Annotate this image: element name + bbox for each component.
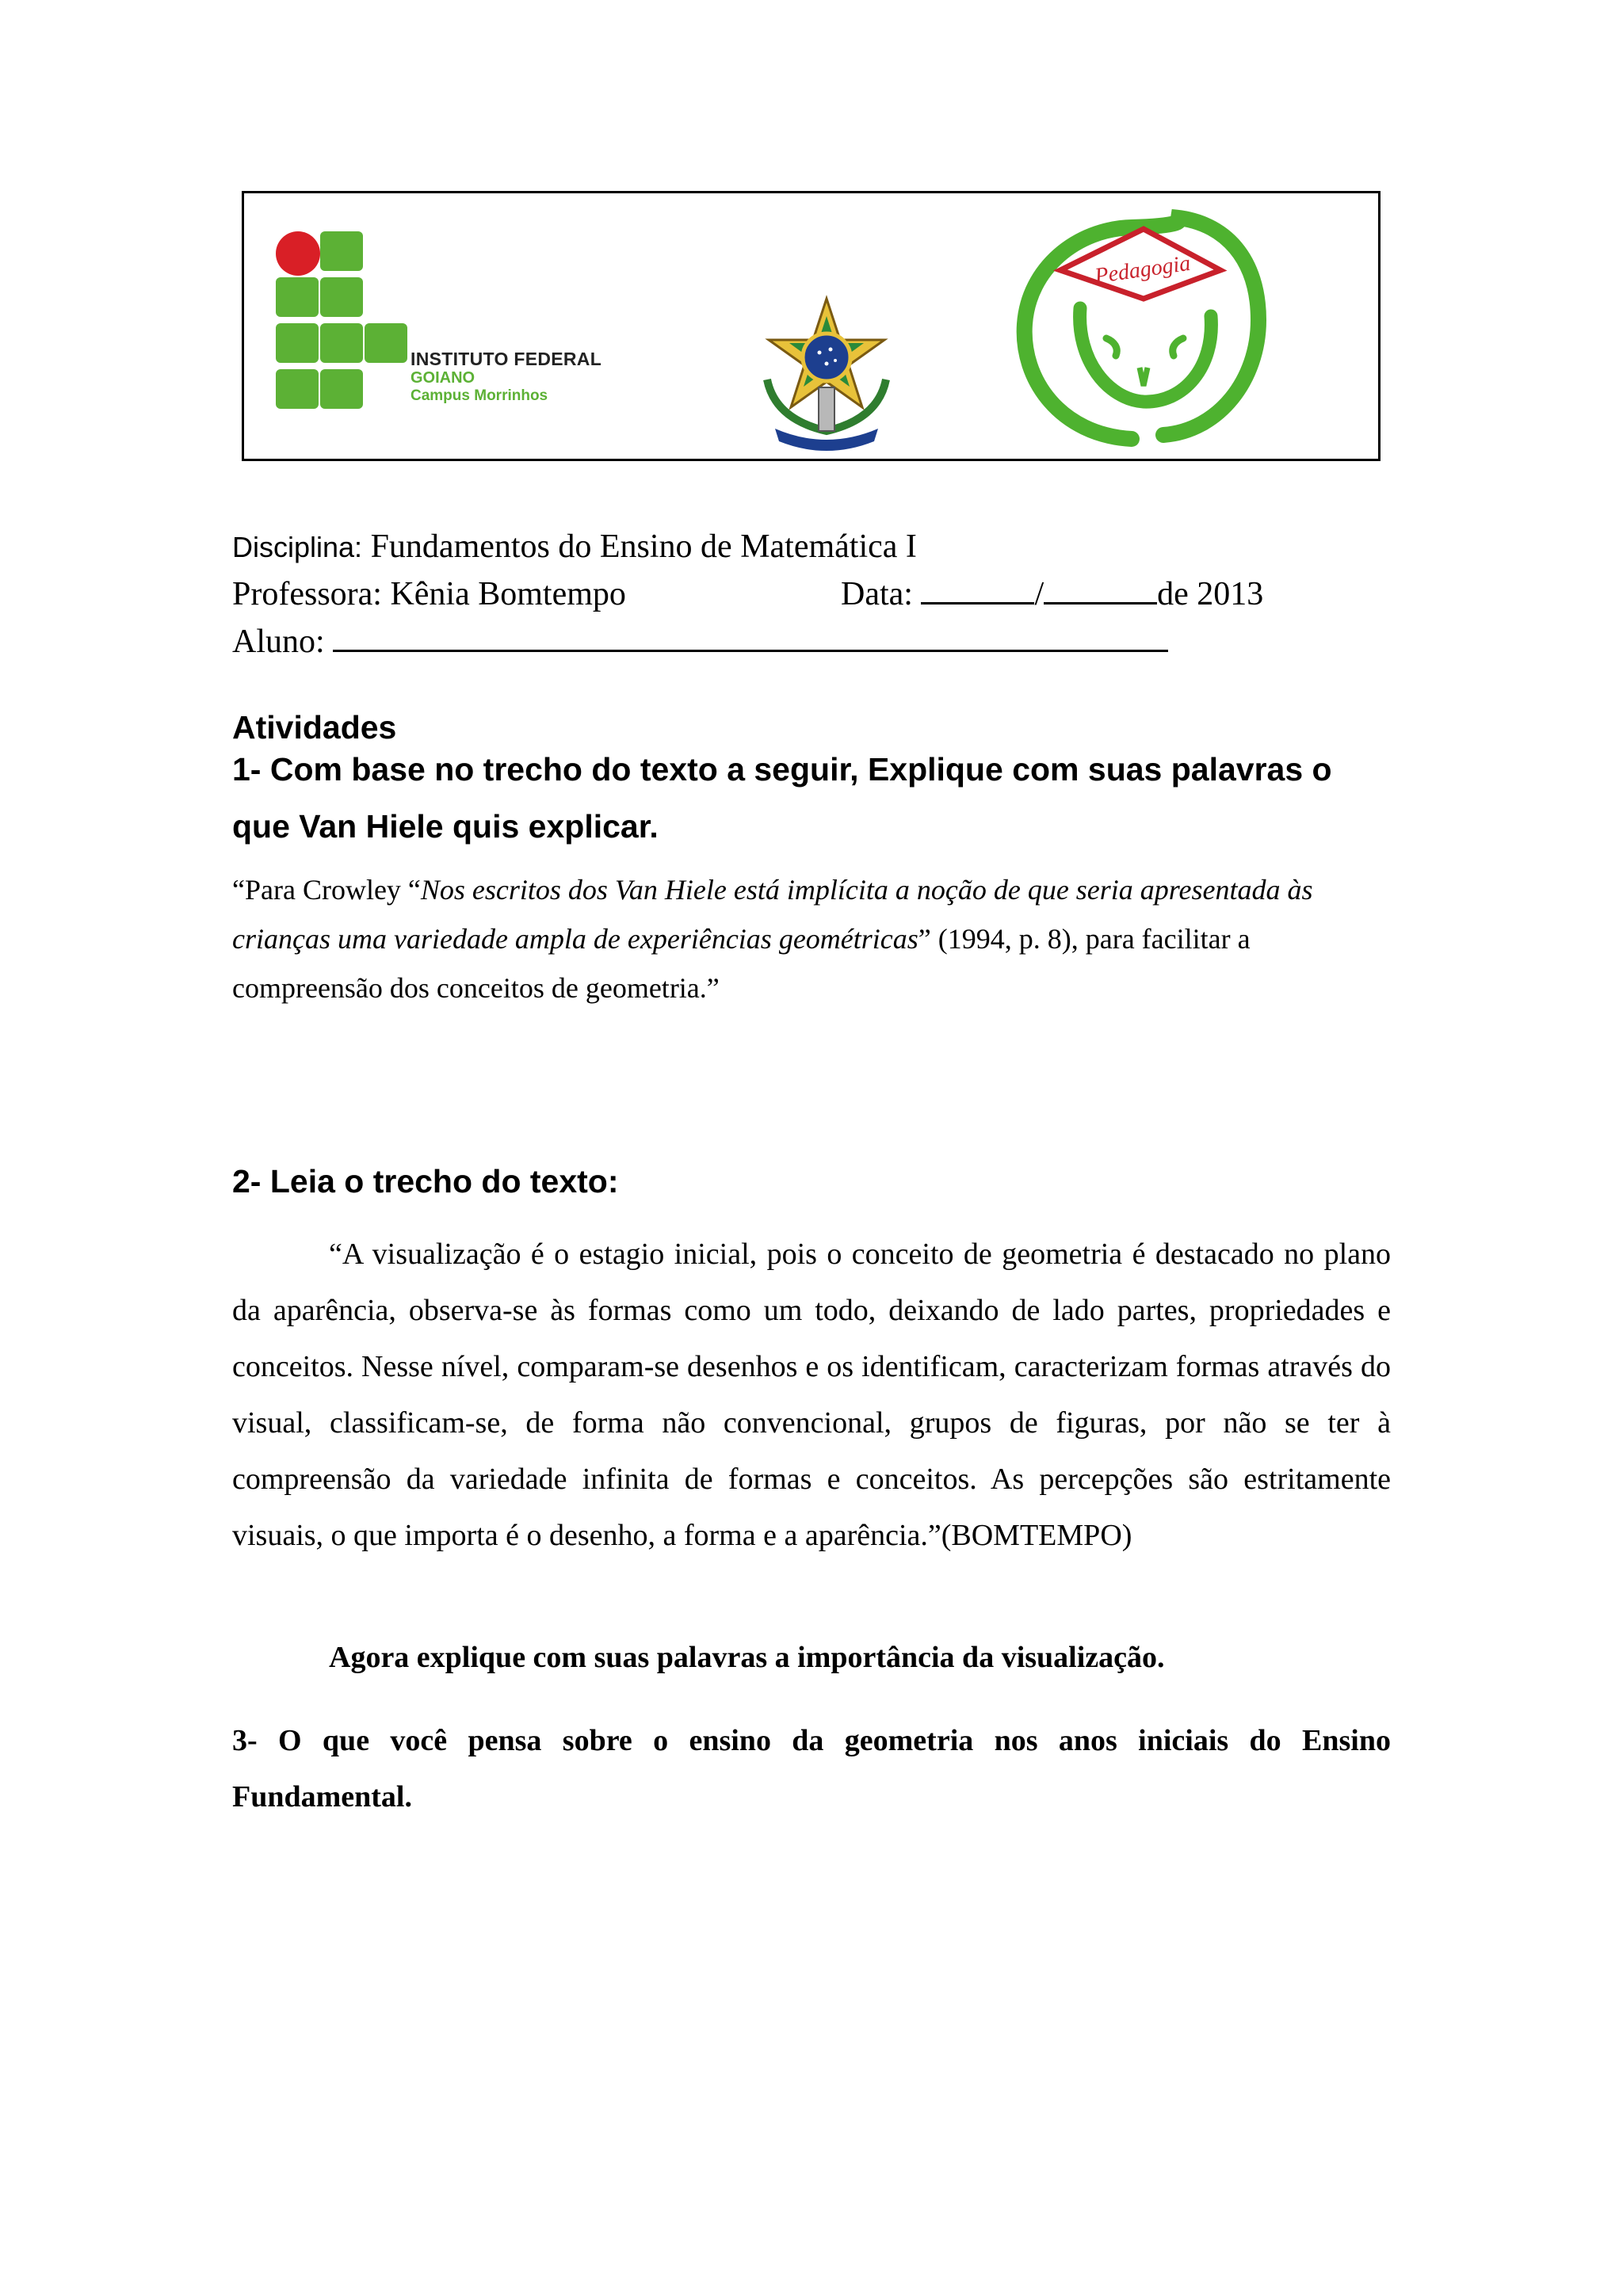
question-1-quote: [232, 865, 1393, 1013]
professor-name: Professora: Kênia Bomtempo: [232, 576, 626, 612]
date-label: Data:: [841, 576, 913, 612]
pedagogia-banner-text: Pedagogia: [1093, 250, 1193, 289]
if-logo-square: [320, 277, 363, 317]
student-row: [232, 618, 1263, 666]
header-logo-box: [242, 191, 1381, 461]
activities-title: Atividades: [232, 709, 397, 746]
if-logo-square: [320, 231, 363, 271]
discipline-label: Disciplina:: [232, 531, 363, 563]
if-logo-square: [320, 369, 363, 409]
if-logo-square: [365, 323, 407, 363]
owl-face: [1080, 308, 1212, 402]
question-2-task: Agora explique com suas palavras a importância da visualização.: [329, 1641, 1165, 1674]
quote-1-close: ” (1994, p. 8), para facilitar a compreensão dos conceitos de geometria.”: [232, 923, 1251, 1004]
owl-left-eye: [1106, 338, 1117, 356]
if-logo-square: [320, 323, 363, 363]
date-day-blank[interactable]: [921, 570, 1034, 605]
discipline-row: [232, 523, 1263, 570]
if-logo-line3: Campus Morrinhos: [411, 387, 548, 405]
date-year: de 2013: [1157, 576, 1264, 612]
instituto-federal-logo: [276, 231, 609, 414]
question-2-heading: 2- Leia o trecho do texto:: [232, 1163, 619, 1199]
pedagogia-owl-logo: [1013, 205, 1274, 451]
student-name-blank[interactable]: [333, 618, 1168, 652]
if-logo-line1: INSTITUTO FEDERAL: [411, 349, 602, 369]
question-2-quote: “A visualização é o estagio inicial, pois o conceito de geometria é destacado no plano da aparência, observa-se às formas como um todo, deixando de lado partes, propriedades e conceitos. Nesse nível, comparam-se desenhos e os identificam, caracterizam formas através do visual, classificam-se, de forma não convencional, grupos de figuras, por não se ter à compreensão da variedade infinita de formas e conceitos. As percepções são estritamente visuais, o que importa é o desenho, a forma e a aparência.”(BOMTEMPO): [232, 1238, 1391, 1552]
professor-date-row: [232, 570, 1263, 618]
date-separator: /: [1034, 576, 1044, 612]
quote-1-italic: Nos escritos dos Van Hiele está implícita a noção de que seria apresentada às crianças uma variedade ampla de experiências geométricas: [232, 874, 1313, 955]
student-label: Aluno:: [232, 624, 325, 660]
if-logo-text: [411, 349, 601, 405]
if-logo-square: [276, 369, 319, 409]
question-1-line1: 1- Com base no trecho do texto a seguir, Explique com suas palavras o: [232, 751, 1332, 788]
if-logo-square: [276, 323, 319, 363]
owl-beak: [1140, 368, 1148, 386]
question-1-line2: que Van Hiele quis explicar.: [232, 808, 659, 845]
if-logo-red-circle: [276, 231, 320, 276]
brazil-coat-of-arms-icon: [751, 292, 902, 451]
date-month-blank[interactable]: [1044, 570, 1157, 605]
coat-blue-circle: [803, 334, 850, 381]
discipline-value: Fundamentos do Ensino de Matemática I: [362, 528, 917, 565]
if-logo-square: [276, 277, 319, 317]
quote-1-open: “Para Crowley “: [232, 874, 421, 906]
question-3: 3- O que você pensa sobre o ensino da geometria nos anos iniciais do Ensino Fundamental.: [232, 1724, 1391, 1814]
if-logo-line2: GOIANO: [411, 369, 475, 387]
owl-right-eye: [1173, 338, 1183, 356]
course-info: [232, 523, 1263, 666]
